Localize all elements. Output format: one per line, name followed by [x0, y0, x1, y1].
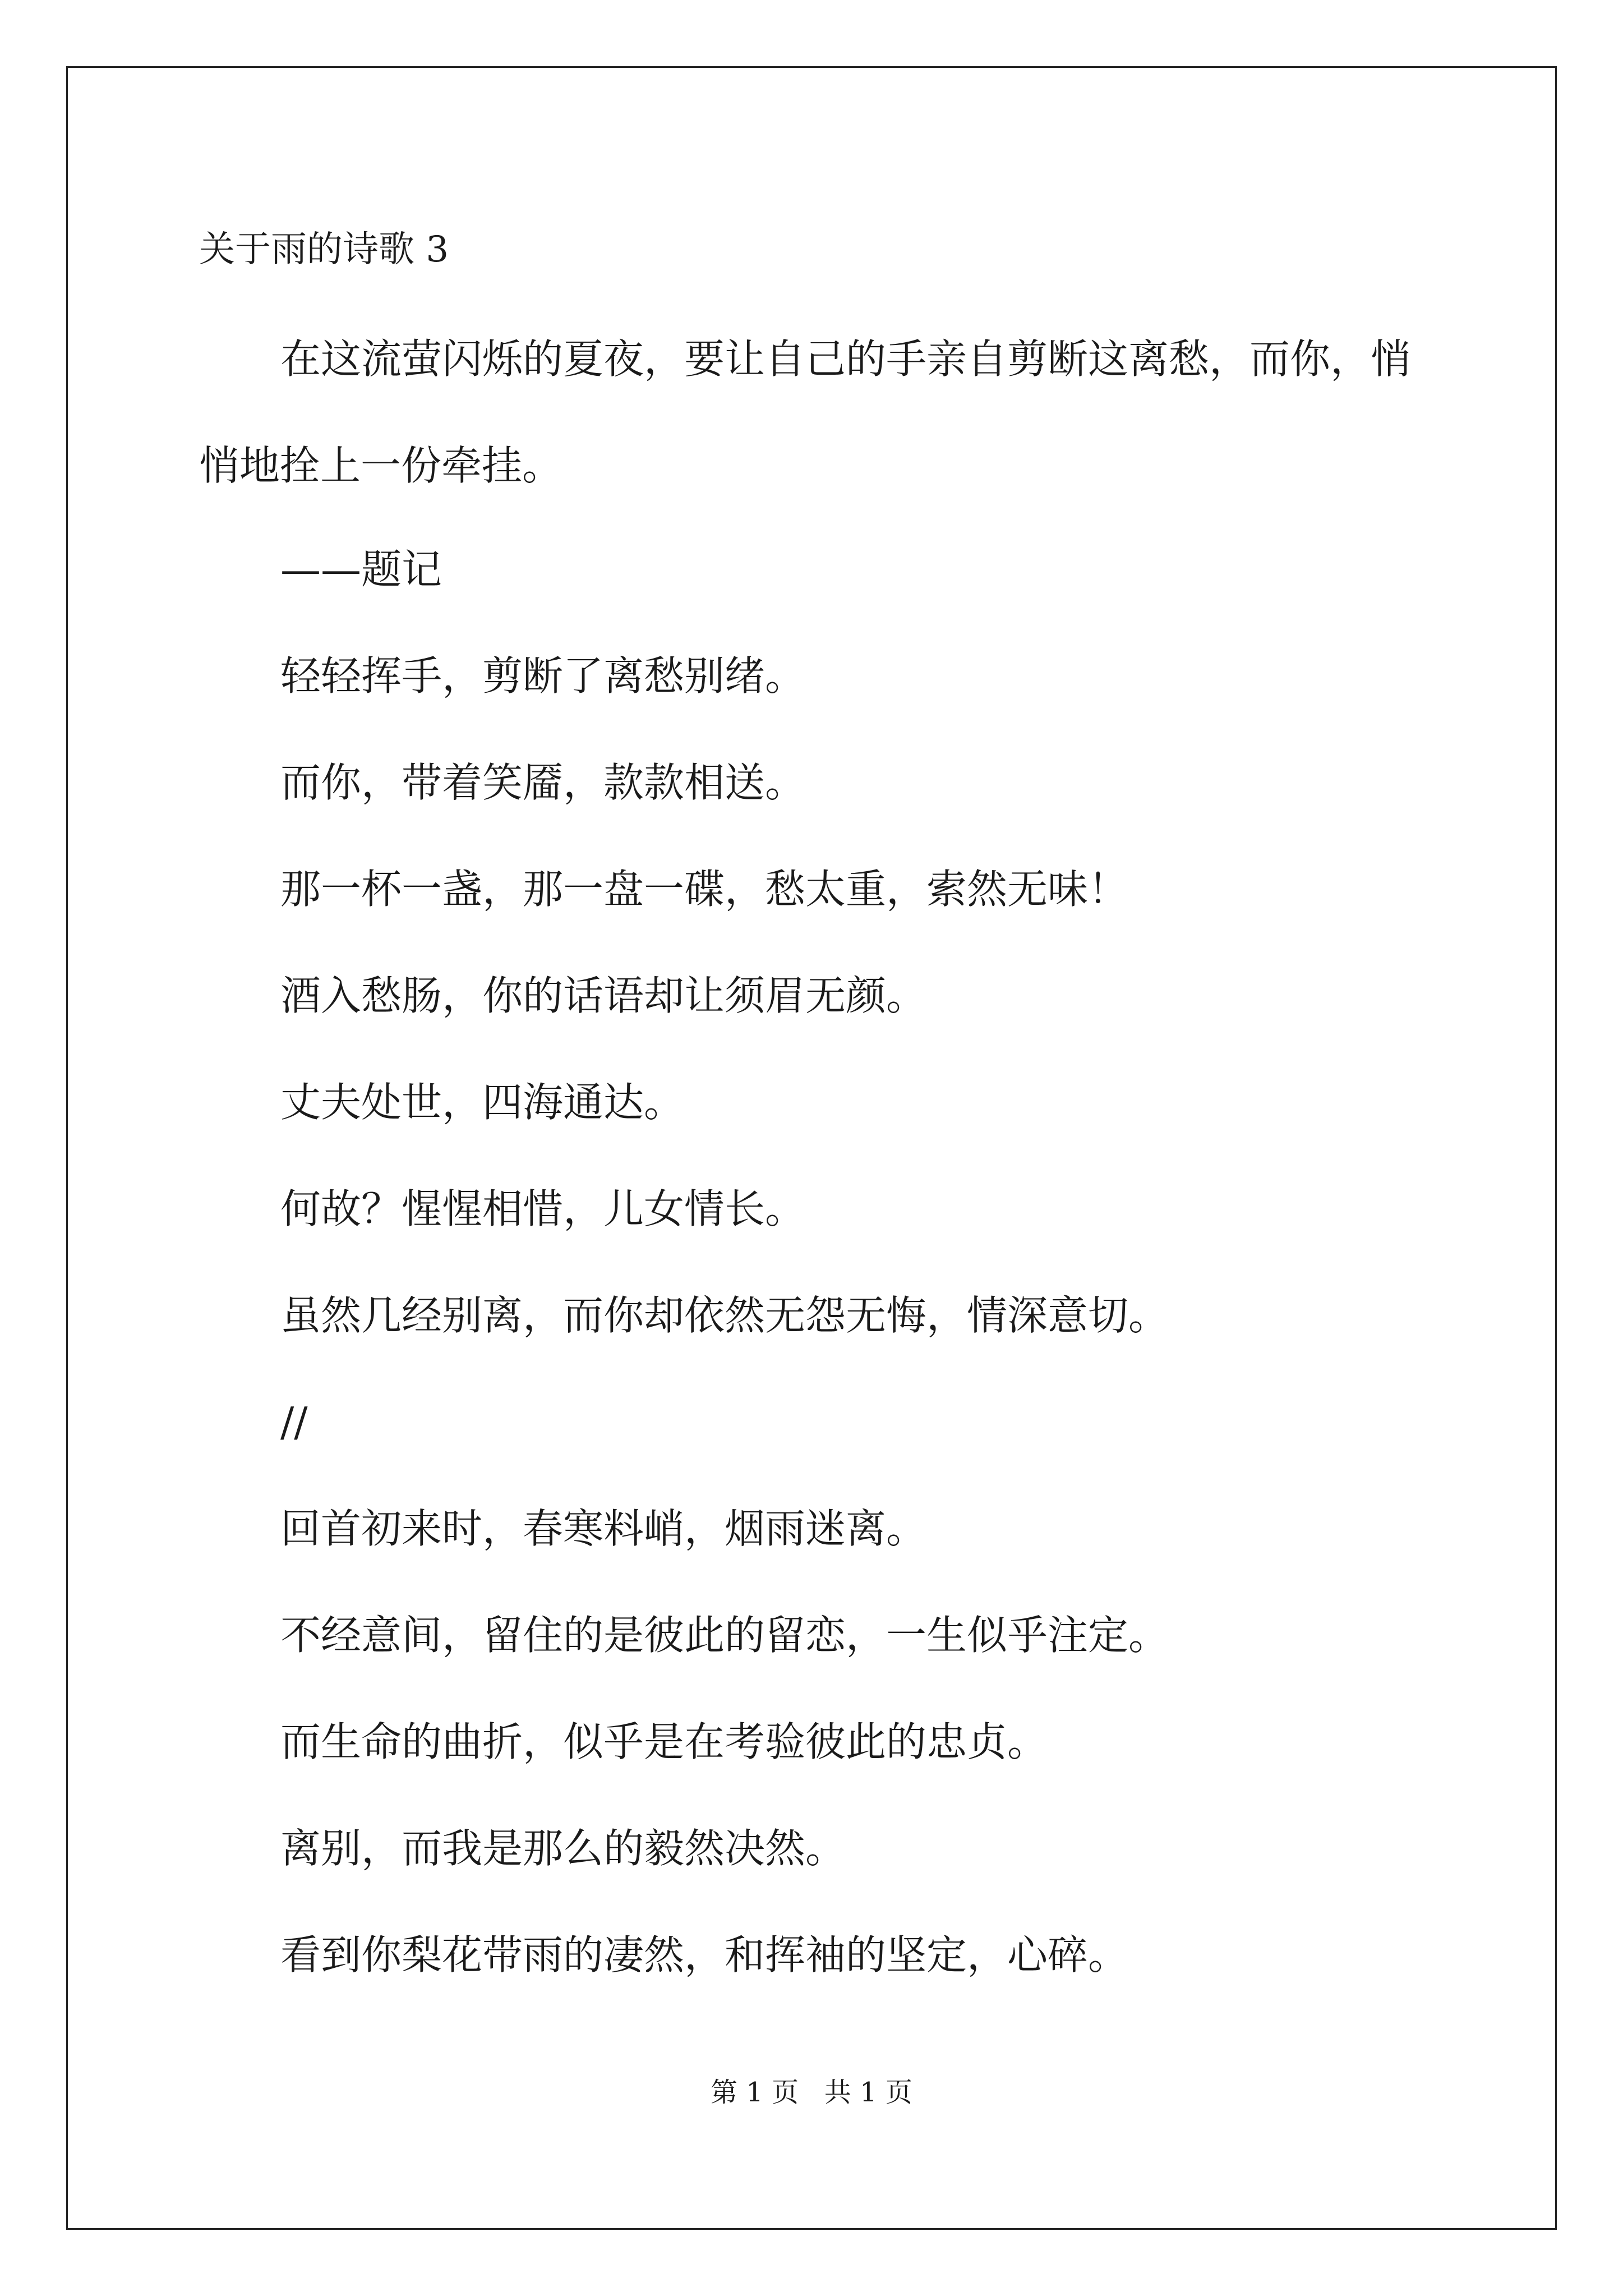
paragraph: 离别，而我是那么的毅然决然。: [280, 1825, 846, 1872]
paragraph: 而你，带着笑靥，款款相送。: [280, 759, 806, 806]
page-footer: 第 1 页 共 1 页: [711, 2077, 912, 2108]
paragraph: ——题记: [280, 546, 442, 593]
paragraph: 丈夫处世，四海通达。: [280, 1079, 685, 1126]
intro-line-2: 悄地拴上一份牵挂。: [199, 442, 563, 489]
intro-paragraph: [199, 331, 1433, 494]
paragraph: //: [280, 1398, 308, 1446]
paragraph: 不经意间，留住的是彼此的留恋，一生似乎注定。: [280, 1612, 1169, 1659]
paragraph: 酒入愁肠，你的话语却让须眉无颜。: [280, 972, 927, 1019]
paragraph: 看到你梨花带雨的凄然，和挥袖的坚定，心碎。: [280, 1931, 1129, 1978]
paragraph: 何故？惺惺相惜，儿女情长。: [280, 1185, 806, 1232]
paragraph: 而生命的曲折，似乎是在考验彼此的忠贞。: [280, 1718, 1048, 1765]
paragraph: 回首初来时，春寒料峭，烟雨迷离。: [280, 1505, 927, 1552]
paragraph: 轻轻挥手，剪断了离愁别绪。: [280, 652, 806, 700]
paragraph: 虽然几经别离，而你却依然无怨无悔，情深意切。: [280, 1292, 1169, 1339]
paragraph: 那一杯一盏，那一盘一碟，愁太重，索然无味！: [280, 866, 1129, 913]
intro-line-1: 在这流萤闪烁的夏夜，要让自己的手亲自剪断这离愁，而你，悄: [280, 335, 1412, 383]
document-title: 关于雨的诗歌 3: [199, 229, 449, 270]
